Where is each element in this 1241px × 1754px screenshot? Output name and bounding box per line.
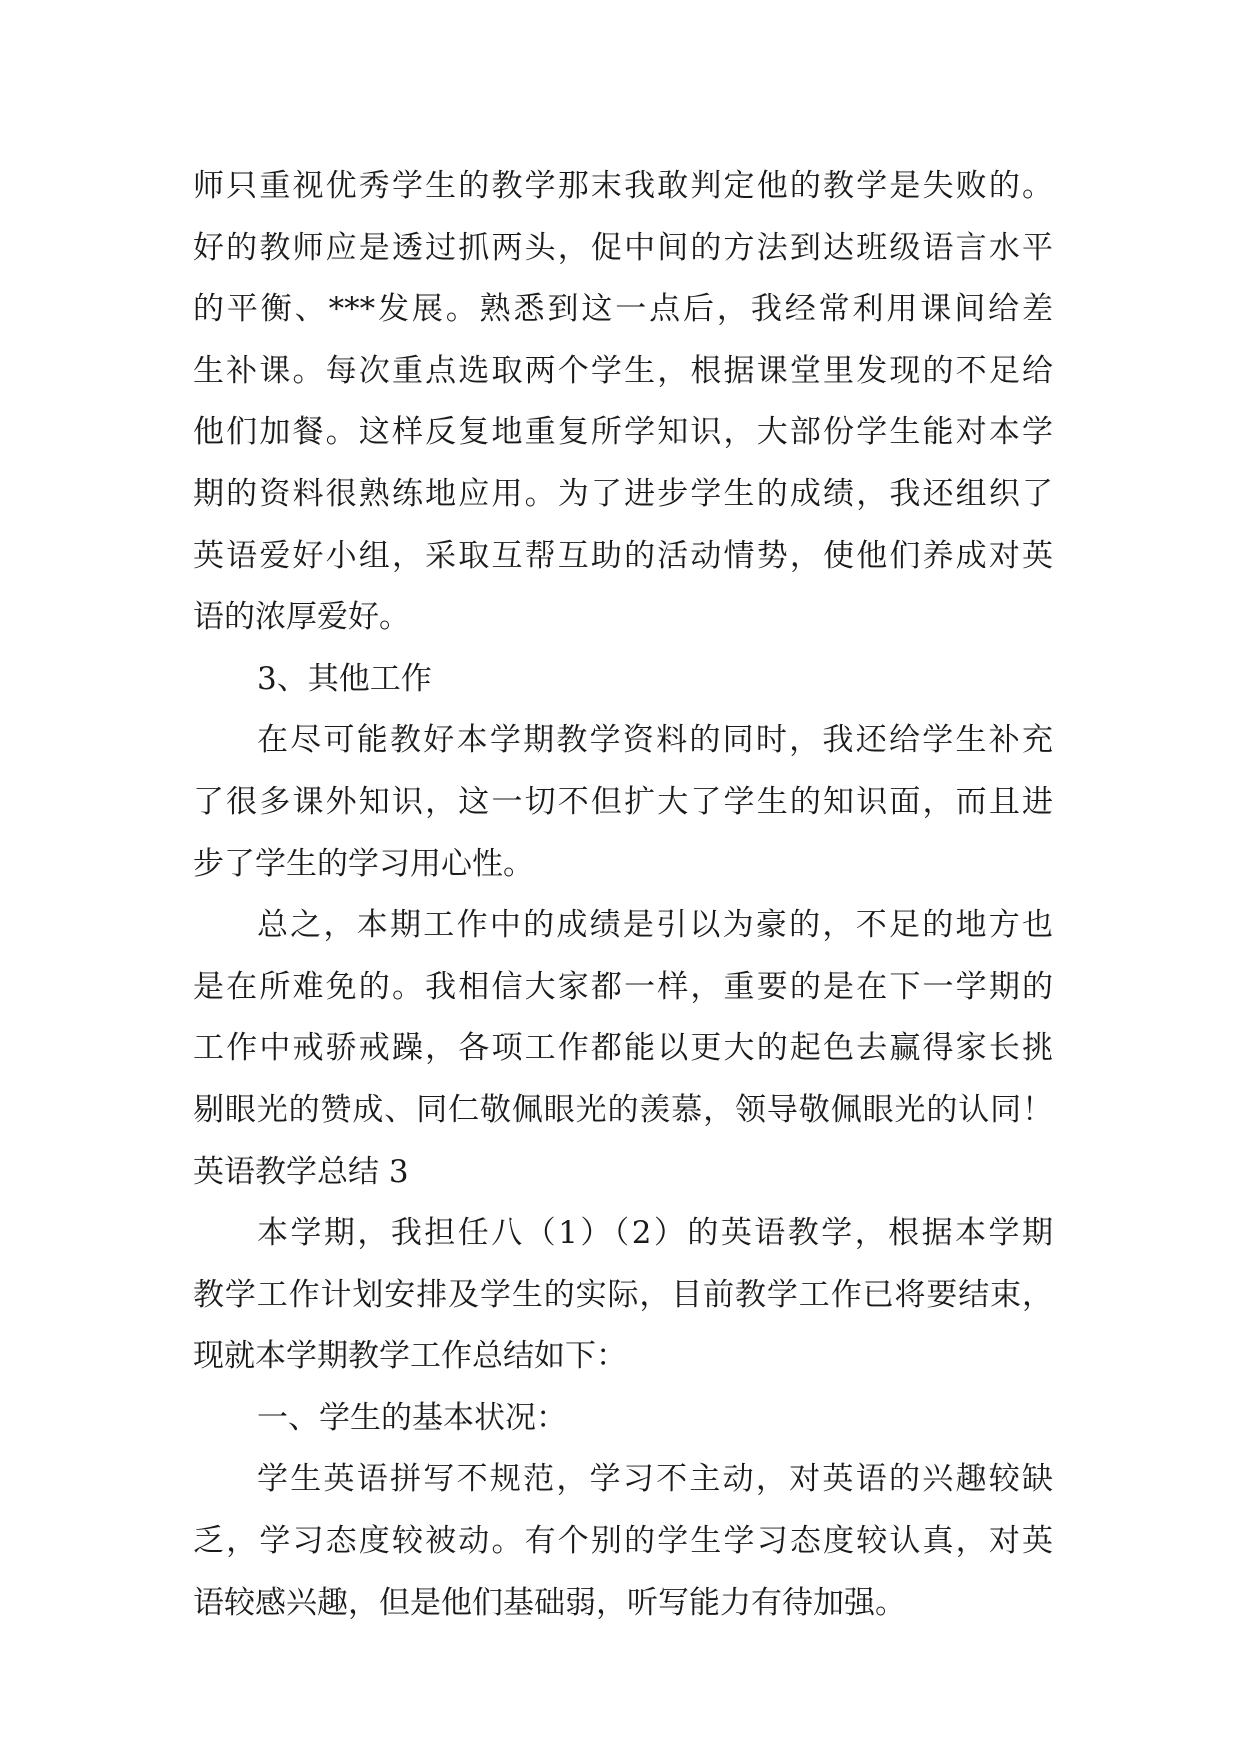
text-line: 在尽可能教好本学期教学资料的同时，我还给学生补充	[257, 722, 1053, 759]
text-line: 师只重视优秀学生的教学那末我敢判定他的教学是失败的。	[193, 168, 1053, 204]
text-line: 教学工作计划安排及学生的实际，目前教学工作已将要结束，	[193, 1276, 1053, 1313]
text-line: 剔眼光的赞成、同仁敬佩眼光的羡慕，领导敬佩眼光的认同！	[193, 1091, 1053, 1128]
text-line: 好的教师应是透过抓两头，促中间的方法到达班级语言水平	[193, 229, 1053, 266]
text-line: 学生英语拼写不规范，学习不主动，对英语的兴趣较缺	[257, 1461, 1053, 1498]
text-line: 期的资料很熟练地应用。为了进步学生的成绩，我还组织了	[193, 475, 1053, 512]
text-line: 英语爱好小组，采取互帮互助的活动情势，使他们养成对英	[193, 537, 1053, 574]
text-line: 工作中戒骄戒躁，各项工作都能以更大的起色去赢得家长挑	[193, 1030, 1053, 1067]
text-line: 的平衡、***发展。熟悉到这一点后，我经常利用课间给差	[193, 291, 1053, 328]
text-line: 本学期，我担任八（1）（2）的英语教学，根据本学期	[257, 1215, 1053, 1252]
section-heading: 一、学生的基本状况：	[257, 1399, 567, 1436]
text-line: 步了学生的学习用心性。	[193, 845, 534, 882]
text-line: 乏，学习态度较被动。有个别的学生学习态度较认真，对英	[193, 1523, 1053, 1560]
section-heading: 3、其他工作	[257, 660, 432, 697]
text-line: 生补课。每次重点选取两个学生，根据课堂里发现的不足给	[193, 352, 1053, 389]
text-line: 语的浓厚爱好。	[193, 599, 410, 636]
text-line: 语较感兴趣，但是他们基础弱，听写能力有待加强。	[193, 1584, 906, 1621]
text-line: 了很多课外知识，这一切不但扩大了学生的知识面，而且进	[193, 783, 1053, 820]
document-body	[193, 156, 1053, 1634]
text-line: 他们加餐。这样反复地重复所学知识，大部份学生能对本学	[193, 414, 1053, 451]
text-line: 现就本学期教学工作总结如下：	[193, 1338, 627, 1375]
text-line: 是在所难免的。我相信大家都一样，重要的是在下一学期的	[193, 968, 1053, 1005]
text-line: 总之，本期工作中的成绩是引以为豪的，不足的地方也	[257, 907, 1053, 944]
document-title: 英语教学总结 3	[193, 1153, 409, 1190]
